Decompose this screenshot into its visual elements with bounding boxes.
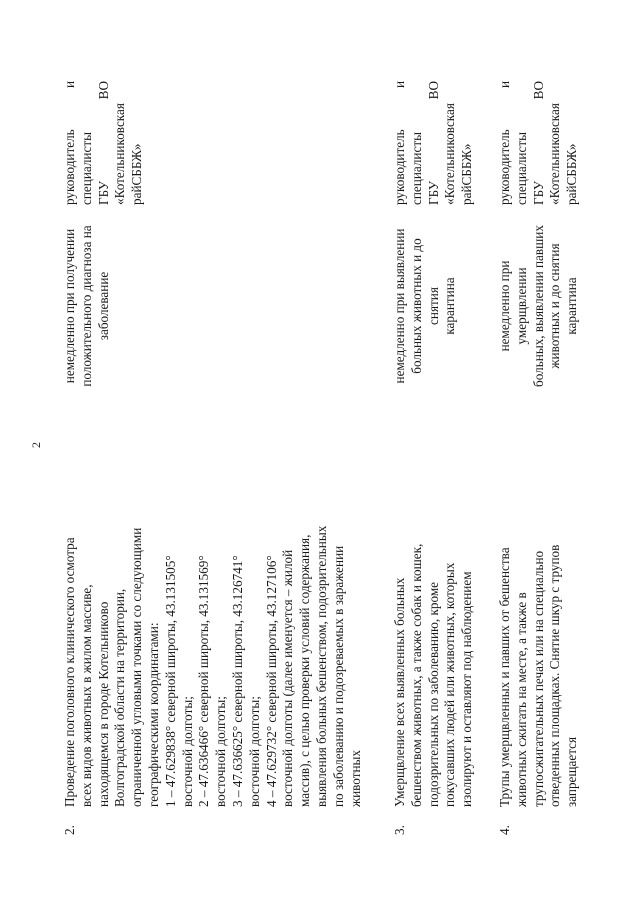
desc-line: покусавших людей или животных, которых — [442, 562, 458, 807]
row-number: 2. — [62, 825, 77, 835]
row-number: 4. — [497, 825, 512, 835]
term-line: животных и до снятия — [547, 243, 563, 369]
row-responsible — [62, 81, 146, 205]
term-line: немедленно при получении — [62, 228, 77, 384]
term-line: заболевание — [95, 271, 111, 341]
resp-line: ГБУ ВО «Котельниковская — [95, 81, 128, 205]
row-term — [497, 224, 581, 388]
desc-line: бешенством животных, а также собак и кошек, — [408, 543, 424, 807]
desc-line: животных сжигать на месте, а также в — [513, 592, 529, 807]
desc-line: Умерщвление всех выявленных больных — [392, 577, 407, 807]
desc-line: восточной долготы (далее именуется – жилой — [280, 549, 296, 807]
desc-line: находящемся в городе Котельниково — [95, 601, 111, 807]
desc-line: восточной долготы; — [246, 696, 262, 807]
term-line: карантина — [564, 277, 580, 335]
row-term — [392, 224, 459, 388]
desc-line: 1 – 47.629838° северной широты, 43.131505° — [162, 555, 178, 807]
desc-line: всех видов животных в жилом массиве, — [78, 584, 94, 807]
term-line: немедленно при умерщвлении — [497, 260, 529, 352]
resp-line: руководитель и специалисты — [392, 81, 424, 205]
desc-line: изолируют и оставляют под наблюдением — [459, 571, 475, 807]
term-line: карантина — [442, 277, 458, 335]
desc-line: трупосжигательных печах или на специально — [530, 550, 546, 807]
desc-line: массив), с целью проверки условий содержания, — [297, 534, 313, 807]
row-responsible — [392, 81, 476, 205]
page-number: 2 — [29, 442, 43, 448]
desc-line: подозрительных по заболеванию, кроме — [425, 581, 441, 807]
desc-line: восточной долготы; — [213, 696, 229, 807]
resp-line: руководитель и специалисты — [62, 81, 94, 205]
resp-line: ГБУ ВО «Котельниковская — [530, 81, 563, 205]
desc-line: отведенных площадках. Снятие шкур с трупов — [547, 544, 563, 807]
desc-line: 4 – 47.629732° северной широты, 43.127106° — [263, 555, 279, 807]
term-line: немедленно при выявлении — [392, 228, 407, 384]
row-description — [392, 401, 476, 807]
term-line: больных животных и до снятия — [408, 238, 441, 374]
resp-line: руководитель и специалисты — [497, 81, 529, 205]
desc-line: ограниченной угловыми точками со следующими — [129, 527, 145, 807]
desc-line: Проведение поголовного клинического осмотра — [62, 537, 77, 807]
row-description — [497, 401, 581, 807]
desc-line: запрещается — [564, 736, 580, 807]
row-term — [62, 224, 112, 388]
resp-line: ГБУ ВО «Котельниковская — [425, 81, 458, 205]
resp-line: райСББЖ» — [564, 143, 580, 205]
desc-line: Трупы умерщвленных и павших от бешенства — [497, 547, 512, 807]
desc-line: животных — [347, 750, 363, 807]
desc-line: Волгоградской области на территории, — [112, 588, 128, 807]
term-line: положительного диагноза на — [78, 225, 94, 387]
row-description — [62, 401, 364, 807]
desc-line: географическими координатами: — [145, 622, 161, 807]
term-line: больных, выявлении павших — [530, 225, 546, 387]
resp-line: райСББЖ» — [459, 143, 475, 205]
desc-line: 3 – 47.636625° северной широты, 43.126741° — [229, 555, 245, 807]
resp-line: райСББЖ» — [129, 143, 145, 205]
desc-line: восточной долготы; — [179, 696, 195, 807]
desc-line: 2 – 47.636466° северной широты, 43.131569° — [196, 555, 212, 807]
desc-line: выявления больных бешенством, подозрительных — [313, 525, 329, 807]
row-responsible — [497, 81, 581, 205]
row-number: 3. — [392, 825, 407, 835]
desc-line: по заболеванию и подозреваемых в заражении — [330, 545, 346, 807]
